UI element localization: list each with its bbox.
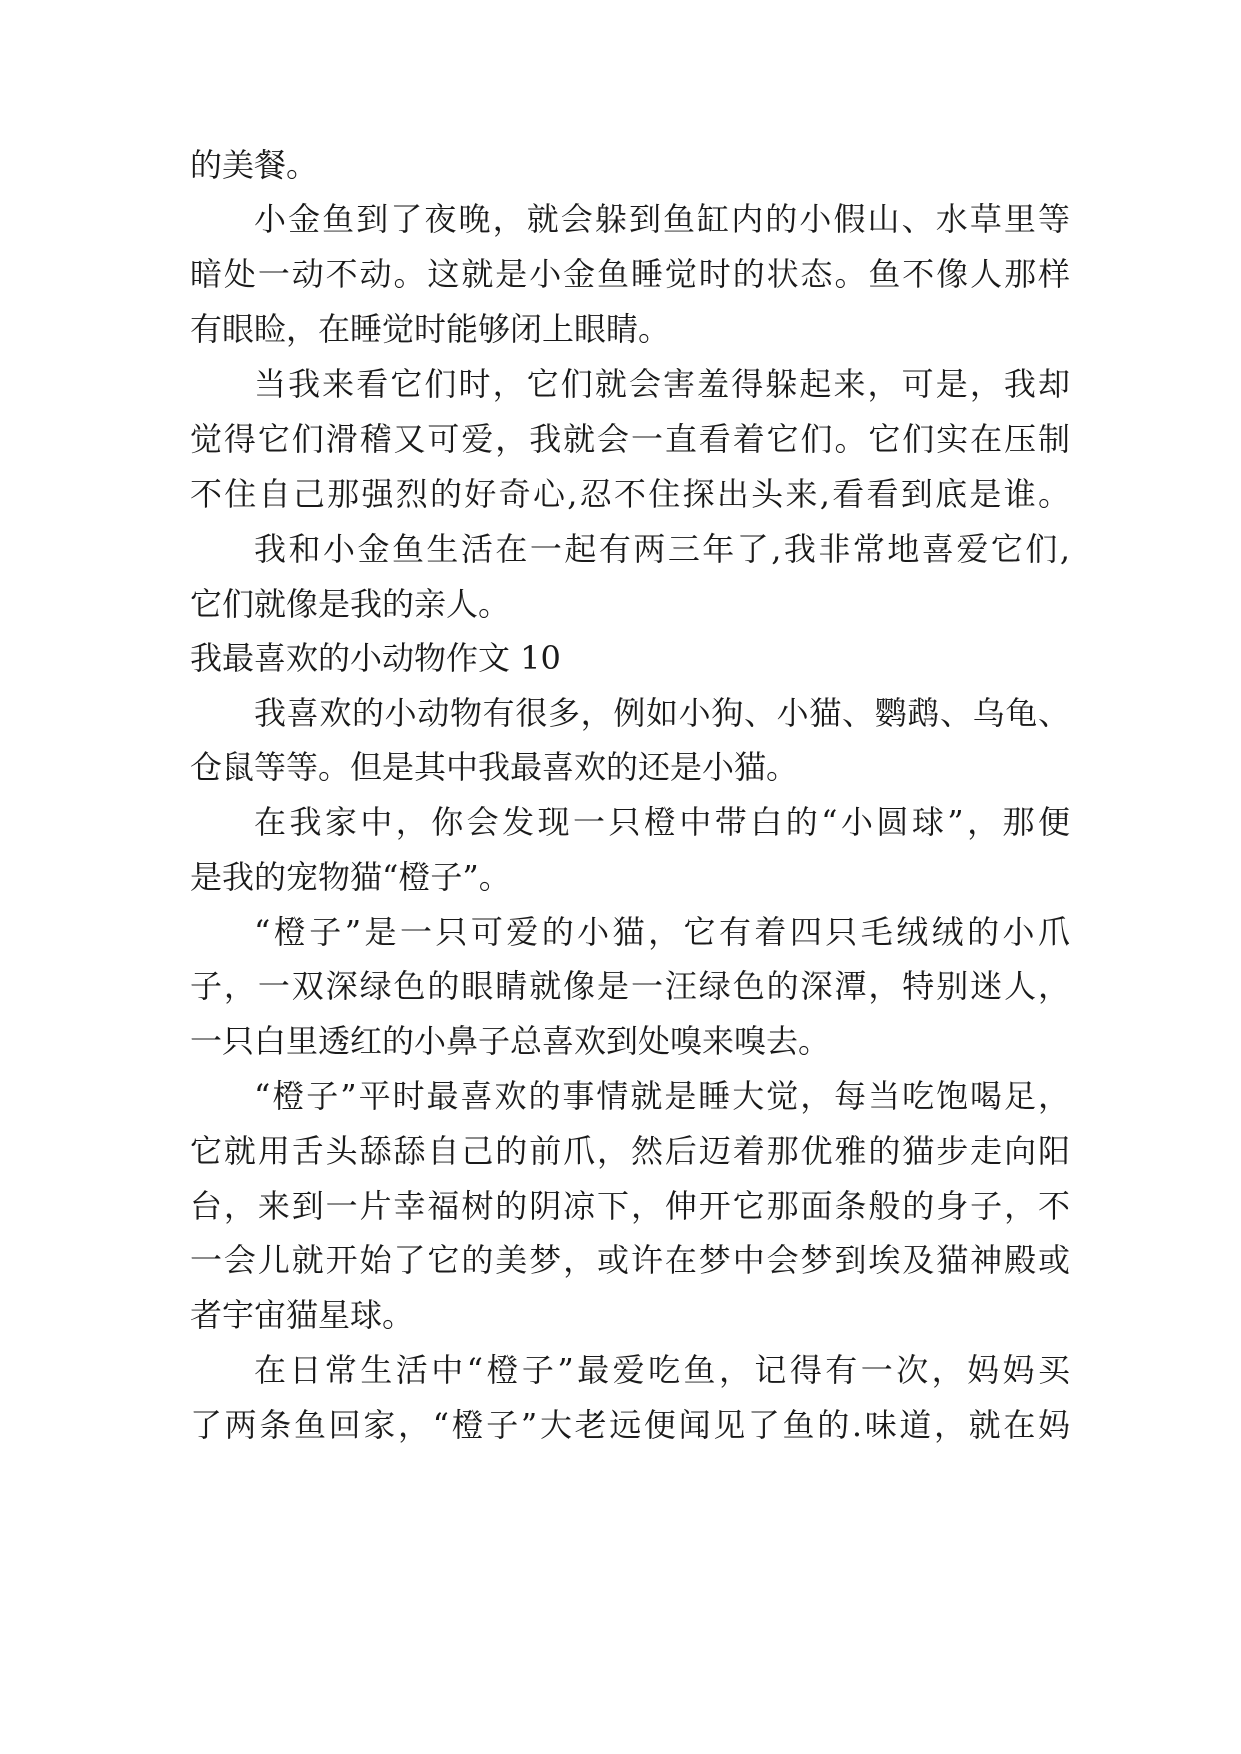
text-line: 子，一双深绿色的眼睛就像是一汪绿色的深潭，特别迷人， — [190, 967, 1070, 1005]
text-line: 它们就像是我的亲人。 — [190, 585, 511, 623]
text-line: 觉得它们滑稽又可爱，我就会一直看着它们。它们实在压制 — [190, 420, 1070, 458]
text-line: 者宇宙猫星球。 — [190, 1296, 415, 1334]
text-line: 是我的宠物猫“橙子”。 — [190, 858, 511, 896]
text-line: 小金鱼到了夜晚，就会躲到鱼缸内的小假山、水草里等 — [254, 200, 1070, 238]
text-line: 在我家中，你会发现一只橙中带白的“小圆球”，那便 — [254, 803, 1070, 841]
text-line: 台，来到一片幸福树的阴凉下，伸开它那面条般的身子，不 — [190, 1187, 1070, 1225]
text-line: 在日常生活中“橙子”最爱吃鱼，记得有一次，妈妈买 — [254, 1351, 1070, 1389]
text-line: 当我来看它们时，它们就会害羞得躲起来，可是，我却 — [254, 365, 1070, 403]
text-line: 暗处一动不动。这就是小金鱼睡觉时的状态。鱼不像人那样 — [190, 255, 1070, 293]
text-line: 仓鼠等等。但是其中我最喜欢的还是小猫。 — [190, 748, 799, 786]
text-line: “橙子”是一只可爱的小猫，它有着四只毛绒绒的小爪 — [254, 913, 1070, 951]
text-line: 我喜欢的小动物有很多，例如小狗、小猫、鹦鹉、乌龟、 — [254, 694, 1070, 732]
text-line: “橙子”平时最喜欢的事情就是睡大觉，每当吃饱喝足， — [254, 1077, 1070, 1115]
text-line: 了两条鱼回家，“橙子”大老远便闻见了鱼的.味道，就在妈 — [190, 1406, 1070, 1444]
text-line: 不住自己那强烈的好奇心,忍不住探出头来,看看到底是谁。 — [190, 475, 1070, 513]
text-line: 一会儿就开始了它的美梦，或许在梦中会梦到埃及猫神殿或 — [190, 1241, 1070, 1279]
text-line: 有眼睑，在睡觉时能够闭上眼睛。 — [190, 310, 671, 348]
section-heading: 我最喜欢的小动物作文 10 — [190, 639, 561, 677]
text-line: 一只白里透红的小鼻子总喜欢到处嗅来嗅去。 — [190, 1022, 831, 1060]
text-line: 我和小金鱼生活在一起有两三年了,我非常地喜爱它们, — [254, 530, 1070, 568]
text-line: 的美餐。 — [190, 146, 319, 184]
text-line: 它就用舌头舔舔自己的前爪，然后迈着那优雅的猫步走向阳 — [190, 1132, 1070, 1170]
